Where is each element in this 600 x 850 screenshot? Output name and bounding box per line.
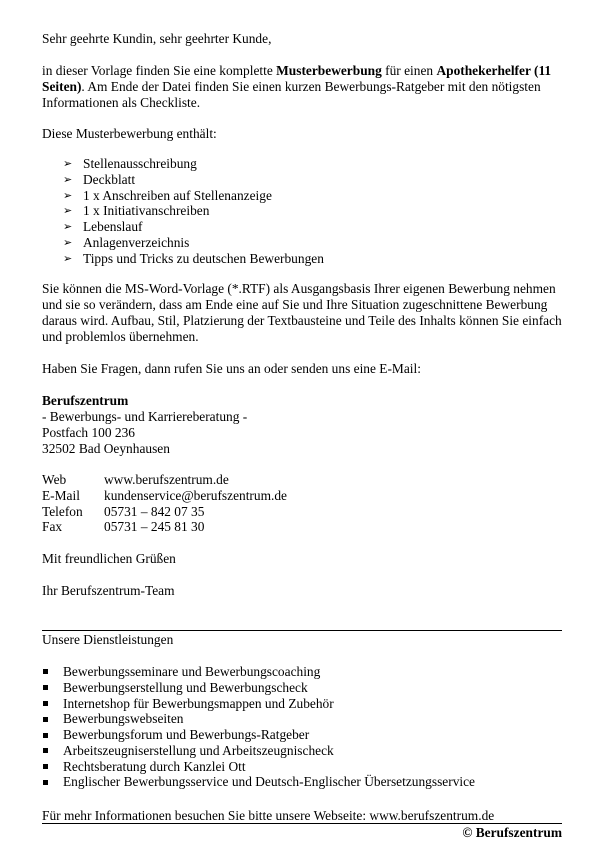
arrow-bullet-icon: ➢: [63, 189, 73, 202]
arrow-bullet-icon: ➢: [63, 158, 73, 170]
arrow-bullet-icon: ➢: [63, 205, 73, 218]
intro-text-3: . Am Ende der Datei finden Sie einen kurzen Bewerbungs-Ratgeber mit den nötigsten Informationen als Checkliste.: [42, 79, 541, 110]
intro-bold-job: Apothekerhelfer (11 Seiten): [42, 63, 552, 94]
address-block: [42, 393, 247, 457]
list-item: ➢ Stellenausschreibung: [42, 156, 324, 172]
list-item: ➢ 1 x Initiativanschreiben: [42, 203, 324, 219]
contact-row-fax: Fax 05731 – 245 81 30: [42, 519, 205, 535]
services-list: [42, 664, 475, 790]
arrow-bullet-icon: ➢: [63, 221, 73, 234]
company-tagline: - Bewerbungs- und Karriereberatung -: [42, 409, 248, 424]
copyright: © Berufszentrum: [462, 825, 562, 840]
contact-row-email: E-Mail kundenservice@berufszentrum.de: [42, 487, 287, 503]
footer-info: Für mehr Informationen besuchen Sie bitte unsere Webseite: www.berufszentrum.de: [42, 808, 495, 823]
contents-heading: Diese Musterbewerbung enthält:: [42, 126, 217, 141]
square-bullet-icon: [43, 669, 48, 674]
contact-block: [42, 472, 287, 535]
services-heading: Unsere Dienstleistungen: [42, 632, 174, 647]
contents-list: [42, 156, 324, 267]
arrow-bullet-icon: ➢: [63, 173, 73, 186]
arrow-bullet-icon: ➢: [63, 252, 73, 265]
list-item: Rechtsberatung durch Kanzlei Ott: [42, 759, 475, 775]
contact-row-web: Web www.berufszentrum.de: [42, 472, 229, 487]
city: 32502 Bad Oeynhausen: [42, 441, 170, 456]
square-bullet-icon: [43, 685, 48, 690]
intro-text-1: in dieser Vorlage finden Sie eine komplette: [42, 63, 277, 78]
questions-line: Haben Sie Fragen, dann rufen Sie uns an oder senden uns eine E-Mail:: [42, 361, 421, 376]
square-bullet-icon: [43, 717, 48, 722]
list-item: ➢ Lebenslauf: [42, 219, 324, 235]
list-item: Bewerbungserstellung und Bewerbungscheck: [42, 680, 475, 696]
closing: Mit freundlichen Grüßen: [42, 551, 176, 566]
divider: [42, 630, 562, 631]
square-bullet-icon: [43, 733, 48, 738]
list-item: ➢ Anlagenverzeichnis: [42, 235, 324, 251]
list-item: ➢ Deckblatt: [42, 172, 324, 188]
intro-text-2: für einen: [381, 63, 437, 78]
web-link[interactable]: www.berufszentrum.de: [104, 472, 229, 487]
list-item: Bewerbungswebseiten: [42, 711, 475, 727]
salutation: Sehr geehrte Kundin, sehr geehrter Kunde,: [42, 31, 272, 46]
intro-bold-musterbewerbung: Musterbewerbung: [276, 63, 382, 78]
email-link[interactable]: kundenservice@berufszentrum.de: [104, 487, 287, 503]
square-bullet-icon: [43, 764, 48, 769]
footer-divider: [42, 823, 562, 824]
body-paragraph: Sie können die MS-Word-Vorlage (*.RTF) als Ausgangsbasis Ihrer eigenen Bewerbung nehmen und sie so verändern, dass am Ende eine auf Sie und Ihre Situation zugeschnittene Bewerbung daraus wird. Aufbau, Stil, Platzierung der Textbausteine und Teile des Inhalts können Sie einfach und problemlos übernehmen.: [42, 281, 562, 344]
list-item: Englischer Bewerbungsservice und Deutsch-Englischer Übersetzungsservice: [42, 775, 475, 791]
signature: Ihr Berufszentrum-Team: [42, 583, 175, 598]
list-item: Bewerbungsseminare und Bewerbungscoaching: [42, 664, 475, 680]
arrow-bullet-icon: ➢: [63, 236, 73, 249]
list-item: Arbeitszeugniserstellung und Arbeitszeugnischeck: [42, 743, 475, 759]
contact-row-phone: Telefon 05731 – 842 07 35: [42, 503, 205, 519]
square-bullet-icon: [43, 748, 48, 753]
list-item: ➢ 1 x Anschreiben auf Stellenanzeige: [42, 188, 324, 204]
square-bullet-icon: [43, 780, 48, 785]
list-item: ➢ Tipps und Tricks zu deutschen Bewerbungen: [42, 251, 324, 267]
list-item: Bewerbungsforum und Bewerbungs-Ratgeber: [42, 727, 475, 743]
square-bullet-icon: [43, 701, 48, 706]
list-item: Internetshop für Bewerbungsmappen und Zubehör: [42, 696, 475, 712]
intro-paragraph: [42, 63, 562, 111]
company-name: Berufszentrum: [42, 393, 129, 408]
postbox: Postfach 100 236: [42, 425, 135, 440]
